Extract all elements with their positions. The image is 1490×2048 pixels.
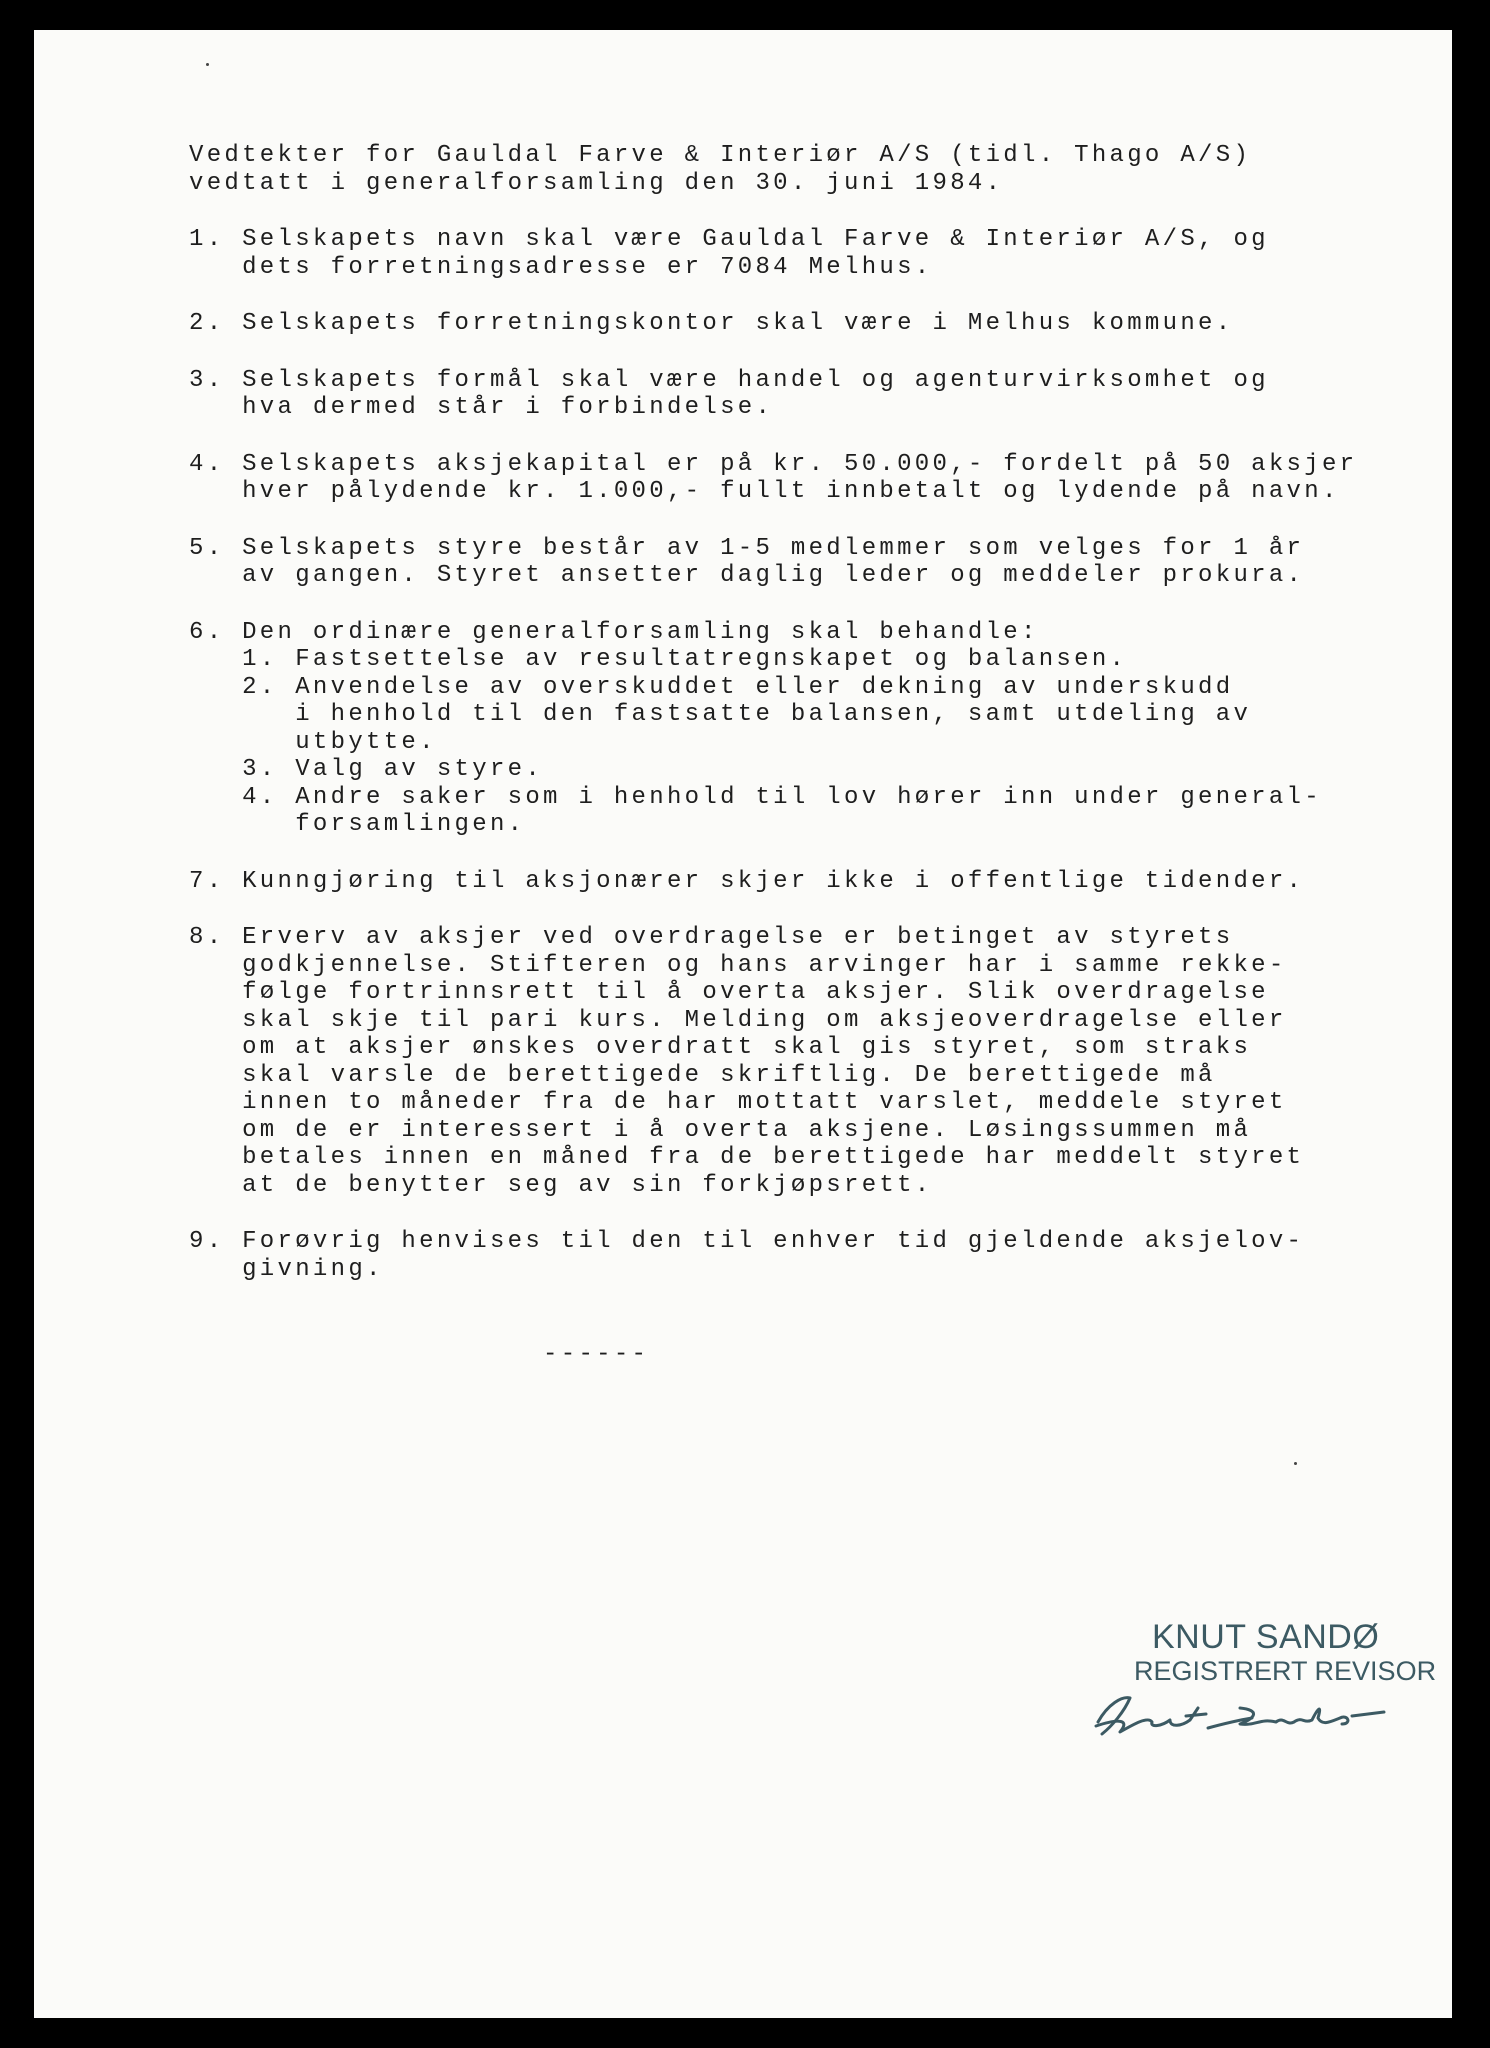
section-8-line: 8. Erverv av aksjer ved overdragelse er betinget av styrets <box>189 924 1234 951</box>
section-1-line: dets forretningsadresse er 7084 Melhus. <box>189 253 933 281</box>
document-page <box>34 30 1452 2018</box>
section-8-line: om de er interessert i å overta aksjene. Løsingssummen må <box>189 1116 1252 1144</box>
section-6-line: utbytte. <box>189 728 437 756</box>
section-1-line: 1. Selskapets navn skal være Gauldal Farve & Interiør A/S, og <box>189 226 1269 253</box>
section-3-line: 3. Selskapets formål skal være handel og agenturvirksomhet og <box>189 366 1269 394</box>
section-9-line: 9. Forøvrig henvises til den til enhver tid gjeldende aksjelov- <box>189 1228 1305 1255</box>
section-8-line: følge fortrinnsrett til å overta aksjer. Slik overdragelse <box>189 979 1269 1006</box>
section-8-line: innen to måneder fra de har mottatt varslet, meddele styret <box>189 1089 1287 1116</box>
paper-speck <box>206 63 209 66</box>
paragraph-gap <box>189 281 1399 310</box>
section-6-line: i henhold til den fastsatte balansen, samt utdeling av <box>189 701 1252 728</box>
section-7-line: 7. Kunngjøring til aksjonærer skjer ikke i offentlige tidender. <box>189 867 1305 895</box>
closing-rule: ------ <box>189 1341 650 1368</box>
paragraph-gap <box>189 1312 1399 1341</box>
paragraph-gap <box>189 1283 1399 1312</box>
section-6-line: forsamlingen. <box>189 811 526 838</box>
section-5-line: av gangen. Styret ansetter daglig leder og meddeler prokura. <box>189 562 1305 589</box>
section-2-line: 2. Selskapets forretningskontor skal være i Melhus kommune. <box>189 310 1234 337</box>
section-5-line: 5. Selskapets styre består av 1-5 medlemmer som velges for 1 år <box>189 534 1305 562</box>
paragraph-gap <box>189 506 1399 535</box>
section-6-line: 2. Anvendelse av overskuddet eller dekning av underskudd <box>189 673 1234 701</box>
section-8-line: om at aksjer ønskes overdratt skal gis styret, som straks <box>189 1034 1252 1061</box>
paragraph-gap <box>189 1199 1399 1228</box>
section-6-line: 1. Fastsettelse av resultatregnskapet og balansen. <box>189 646 1128 673</box>
section-6-line: 4. Andre saker som i henhold til lov hører inn under general- <box>189 783 1322 811</box>
paragraph-gap <box>189 422 1399 451</box>
section-6-line: 6. Den ordinære generalforsamling skal behandle: <box>189 618 1039 646</box>
paragraph-gap <box>189 895 1399 924</box>
section-8-line: skal varsle de berettigede skriftlig. De berettigede må <box>189 1061 1216 1089</box>
paper-speck <box>1294 1462 1297 1465</box>
document-body <box>189 142 1399 1369</box>
section-8-line: betales innen en måned fra de berettigede har meddelt styret <box>189 1144 1305 1171</box>
section-9-line: givning. <box>189 1255 384 1283</box>
heading-line: Vedtekter for Gauldal Farve & Interiør A/S (tidl. Thago A/S) <box>189 142 1252 169</box>
stamp-name: KNUT SANDØ <box>1152 1618 1380 1656</box>
section-6-line: 3. Valg av styre. <box>189 756 544 783</box>
paragraph-gap <box>189 590 1399 619</box>
handwritten-signature <box>1090 1682 1390 1752</box>
stamp-title: REGISTRERT REVISOR <box>1134 1656 1437 1686</box>
auditor-stamp <box>1054 1618 1437 1758</box>
section-4-line: 4. Selskapets aksjekapital er på kr. 50.000,- fordelt på 50 aksjer <box>189 450 1358 478</box>
section-8-line: skal skje til pari kurs. Melding om aksjeoverdragelse eller <box>189 1006 1287 1034</box>
section-4-line: hver pålydende kr. 1.000,- fullt innbetalt og lydende på navn. <box>189 478 1340 505</box>
heading-line: vedtatt i generalforsamling den 30. juni 1984. <box>189 169 1004 197</box>
section-8-line: godkjennelse. Stifteren og hans arvinger har i samme rekke- <box>189 951 1287 979</box>
paragraph-gap <box>189 338 1399 367</box>
paragraph-gap <box>189 839 1399 868</box>
section-3-line: hva dermed står i forbindelse. <box>189 394 774 421</box>
section-8-line: at de benytter seg av sin forkjøpsrett. <box>189 1171 933 1199</box>
paragraph-gap <box>189 197 1399 226</box>
